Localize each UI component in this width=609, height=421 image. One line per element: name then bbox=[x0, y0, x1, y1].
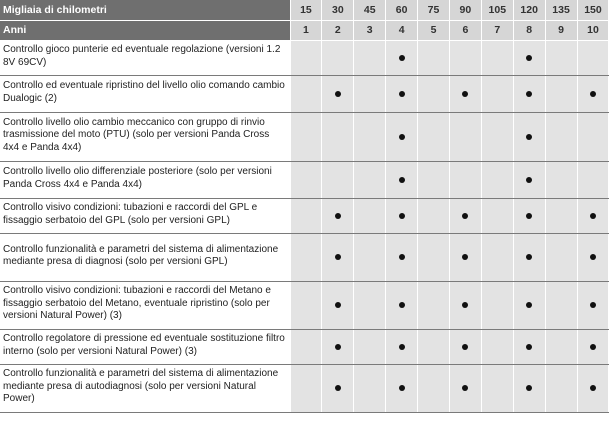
bullet-dot-icon bbox=[335, 344, 341, 350]
schedule-cell bbox=[545, 75, 577, 112]
schedule-cell bbox=[481, 329, 513, 364]
schedule-cell bbox=[386, 233, 418, 281]
bullet-dot-icon bbox=[526, 55, 532, 61]
schedule-cell bbox=[290, 40, 322, 75]
row-description: Controllo funzionalità e parametri del sistema di alimentazione mediante presa di autodiagnosi (solo per versioni Natural Power) bbox=[0, 364, 290, 412]
schedule-cell bbox=[322, 364, 354, 412]
bullet-dot-icon bbox=[526, 254, 532, 260]
schedule-cell bbox=[322, 40, 354, 75]
schedule-cell bbox=[513, 198, 545, 233]
bullet-dot-icon bbox=[526, 177, 532, 183]
schedule-cell bbox=[513, 112, 545, 161]
bullet-dot-icon bbox=[526, 302, 532, 308]
schedule-cell bbox=[513, 75, 545, 112]
schedule-cell bbox=[290, 198, 322, 233]
row-description: Controllo visivo condizioni: tubazioni e raccordi del Metano e fissaggio serbatoio del Metano, eventuale ripristino (solo per versioni Natural Power) (3) bbox=[0, 281, 290, 329]
year-header-cell: 3 bbox=[354, 20, 386, 40]
schedule-cell bbox=[577, 75, 609, 112]
year-header-cell: 5 bbox=[418, 20, 450, 40]
km-header-cell: 60 bbox=[386, 0, 418, 20]
bullet-dot-icon bbox=[399, 302, 405, 308]
schedule-cell bbox=[354, 329, 386, 364]
header-row-years bbox=[0, 20, 609, 40]
schedule-body bbox=[0, 40, 609, 412]
bullet-dot-icon bbox=[590, 302, 596, 308]
schedule-cell bbox=[418, 281, 450, 329]
table-row bbox=[0, 161, 609, 198]
year-header-cell: 1 bbox=[290, 20, 322, 40]
schedule-cell bbox=[418, 161, 450, 198]
schedule-cell bbox=[449, 198, 481, 233]
schedule-cell bbox=[545, 364, 577, 412]
bullet-dot-icon bbox=[590, 344, 596, 350]
km-header-cell: 45 bbox=[354, 0, 386, 20]
table-row bbox=[0, 198, 609, 233]
km-header-cell: 90 bbox=[449, 0, 481, 20]
schedule-cell bbox=[290, 112, 322, 161]
table-row bbox=[0, 112, 609, 161]
bullet-dot-icon bbox=[335, 254, 341, 260]
schedule-cell bbox=[322, 161, 354, 198]
table-row bbox=[0, 40, 609, 75]
schedule-cell bbox=[290, 329, 322, 364]
bullet-dot-icon bbox=[399, 55, 405, 61]
schedule-cell bbox=[481, 112, 513, 161]
schedule-cell bbox=[449, 364, 481, 412]
bullet-dot-icon bbox=[462, 385, 468, 391]
schedule-cell bbox=[449, 112, 481, 161]
year-header-cell: 8 bbox=[513, 20, 545, 40]
bullet-dot-icon bbox=[590, 254, 596, 260]
bullet-dot-icon bbox=[462, 344, 468, 350]
schedule-cell bbox=[545, 329, 577, 364]
year-header-cell: 7 bbox=[481, 20, 513, 40]
bullet-dot-icon bbox=[462, 213, 468, 219]
km-header-cell: 135 bbox=[545, 0, 577, 20]
bullet-dot-icon bbox=[462, 91, 468, 97]
schedule-cell bbox=[354, 75, 386, 112]
bullet-dot-icon bbox=[399, 254, 405, 260]
year-header-cell: 10 bbox=[577, 20, 609, 40]
schedule-cell bbox=[513, 329, 545, 364]
schedule-cell bbox=[418, 112, 450, 161]
schedule-cell bbox=[322, 198, 354, 233]
schedule-cell bbox=[577, 281, 609, 329]
bullet-dot-icon bbox=[399, 134, 405, 140]
schedule-cell bbox=[354, 40, 386, 75]
km-header-cell: 105 bbox=[481, 0, 513, 20]
km-header-cell: 30 bbox=[322, 0, 354, 20]
schedule-cell bbox=[481, 233, 513, 281]
years-header-label: Anni bbox=[0, 20, 290, 40]
schedule-cell bbox=[513, 233, 545, 281]
row-description: Controllo visivo condizioni: tubazioni e raccordi del GPL e fissaggio serbatoio del GPL (solo per versioni GPL) bbox=[0, 198, 290, 233]
schedule-cell bbox=[577, 329, 609, 364]
bullet-dot-icon bbox=[526, 344, 532, 350]
schedule-cell bbox=[386, 161, 418, 198]
bullet-dot-icon bbox=[335, 302, 341, 308]
schedule-cell bbox=[545, 198, 577, 233]
schedule-cell bbox=[386, 364, 418, 412]
table-row bbox=[0, 75, 609, 112]
year-header-cell: 6 bbox=[449, 20, 481, 40]
row-description: Controllo livello olio cambio meccanico con gruppo di rinvio trasmissione del moto (PTU) (solo per versioni Panda Cross 4x4 e Panda 4x4) bbox=[0, 112, 290, 161]
row-description: Controllo ed eventuale ripristino del livello olio comando cambio Dualogic (2) bbox=[0, 75, 290, 112]
bullet-dot-icon bbox=[335, 213, 341, 219]
km-header-cell: 15 bbox=[290, 0, 322, 20]
schedule-cell bbox=[386, 281, 418, 329]
schedule-cell bbox=[481, 281, 513, 329]
schedule-cell bbox=[545, 161, 577, 198]
schedule-cell bbox=[545, 281, 577, 329]
schedule-cell bbox=[354, 112, 386, 161]
schedule-cell bbox=[354, 198, 386, 233]
table-row bbox=[0, 233, 609, 281]
bullet-dot-icon bbox=[526, 134, 532, 140]
km-header-cell: 120 bbox=[513, 0, 545, 20]
bullet-dot-icon bbox=[399, 177, 405, 183]
schedule-cell bbox=[290, 161, 322, 198]
schedule-cell bbox=[481, 40, 513, 75]
bullet-dot-icon bbox=[462, 302, 468, 308]
bullet-dot-icon bbox=[462, 254, 468, 260]
schedule-cell bbox=[577, 233, 609, 281]
schedule-cell bbox=[513, 40, 545, 75]
km-header-cell: 75 bbox=[418, 0, 450, 20]
row-description: Controllo regolatore di pressione ed eventuale sostituzione filtro interno (solo per versioni Natural Power) (3) bbox=[0, 329, 290, 364]
schedule-cell bbox=[290, 75, 322, 112]
row-description: Controllo funzionalità e parametri del sistema di alimentazione mediante presa di diagnosi (solo per versioni GPL) bbox=[0, 233, 290, 281]
bullet-dot-icon bbox=[526, 91, 532, 97]
year-header-cell: 4 bbox=[386, 20, 418, 40]
schedule-cell bbox=[577, 364, 609, 412]
schedule-cell bbox=[290, 281, 322, 329]
schedule-cell bbox=[577, 40, 609, 75]
schedule-cell bbox=[577, 161, 609, 198]
row-description: Controllo livello olio differenziale posteriore (solo per versioni Panda Cross 4x4 e Panda 4x4) bbox=[0, 161, 290, 198]
schedule-cell bbox=[386, 40, 418, 75]
schedule-cell bbox=[386, 112, 418, 161]
table-row bbox=[0, 329, 609, 364]
schedule-cell bbox=[481, 75, 513, 112]
schedule-cell bbox=[322, 281, 354, 329]
schedule-cell bbox=[418, 198, 450, 233]
schedule-cell bbox=[481, 364, 513, 412]
schedule-cell bbox=[322, 329, 354, 364]
bullet-dot-icon bbox=[399, 213, 405, 219]
schedule-cell bbox=[386, 329, 418, 364]
header-row-km bbox=[0, 0, 609, 20]
schedule-cell bbox=[513, 364, 545, 412]
year-header-cell: 2 bbox=[322, 20, 354, 40]
bullet-dot-icon bbox=[526, 213, 532, 219]
schedule-cell bbox=[577, 112, 609, 161]
schedule-cell bbox=[322, 75, 354, 112]
bullet-dot-icon bbox=[335, 91, 341, 97]
bullet-dot-icon bbox=[590, 213, 596, 219]
year-header-cell: 9 bbox=[545, 20, 577, 40]
km-header-cell: 150 bbox=[577, 0, 609, 20]
schedule-cell bbox=[449, 75, 481, 112]
schedule-cell bbox=[418, 364, 450, 412]
schedule-cell bbox=[577, 198, 609, 233]
schedule-cell bbox=[481, 161, 513, 198]
bullet-dot-icon bbox=[335, 385, 341, 391]
schedule-cell bbox=[322, 112, 354, 161]
table-row bbox=[0, 364, 609, 412]
schedule-cell bbox=[545, 112, 577, 161]
schedule-cell bbox=[290, 364, 322, 412]
schedule-cell bbox=[449, 40, 481, 75]
table-row bbox=[0, 281, 609, 329]
schedule-cell bbox=[449, 329, 481, 364]
schedule-cell bbox=[513, 281, 545, 329]
schedule-cell bbox=[386, 75, 418, 112]
schedule-cell bbox=[290, 233, 322, 281]
bullet-dot-icon bbox=[399, 344, 405, 350]
schedule-cell bbox=[418, 75, 450, 112]
schedule-cell bbox=[322, 233, 354, 281]
bullet-dot-icon bbox=[526, 385, 532, 391]
schedule-cell bbox=[481, 198, 513, 233]
km-header-label: Migliaia di chilometri bbox=[0, 0, 290, 20]
schedule-cell bbox=[545, 40, 577, 75]
schedule-cell bbox=[449, 161, 481, 198]
bullet-dot-icon bbox=[399, 385, 405, 391]
schedule-cell bbox=[354, 281, 386, 329]
schedule-cell bbox=[449, 281, 481, 329]
schedule-cell bbox=[513, 161, 545, 198]
row-description: Controllo gioco punterie ed eventuale regolazione (versioni 1.2 8V 69CV) bbox=[0, 40, 290, 75]
schedule-cell bbox=[418, 233, 450, 281]
schedule-cell bbox=[354, 161, 386, 198]
schedule-cell bbox=[354, 364, 386, 412]
schedule-cell bbox=[354, 233, 386, 281]
schedule-cell bbox=[449, 233, 481, 281]
schedule-cell bbox=[418, 40, 450, 75]
schedule-cell bbox=[545, 233, 577, 281]
schedule-cell bbox=[418, 329, 450, 364]
schedule-cell bbox=[386, 198, 418, 233]
bullet-dot-icon bbox=[590, 385, 596, 391]
bullet-dot-icon bbox=[399, 91, 405, 97]
bullet-dot-icon bbox=[590, 91, 596, 97]
